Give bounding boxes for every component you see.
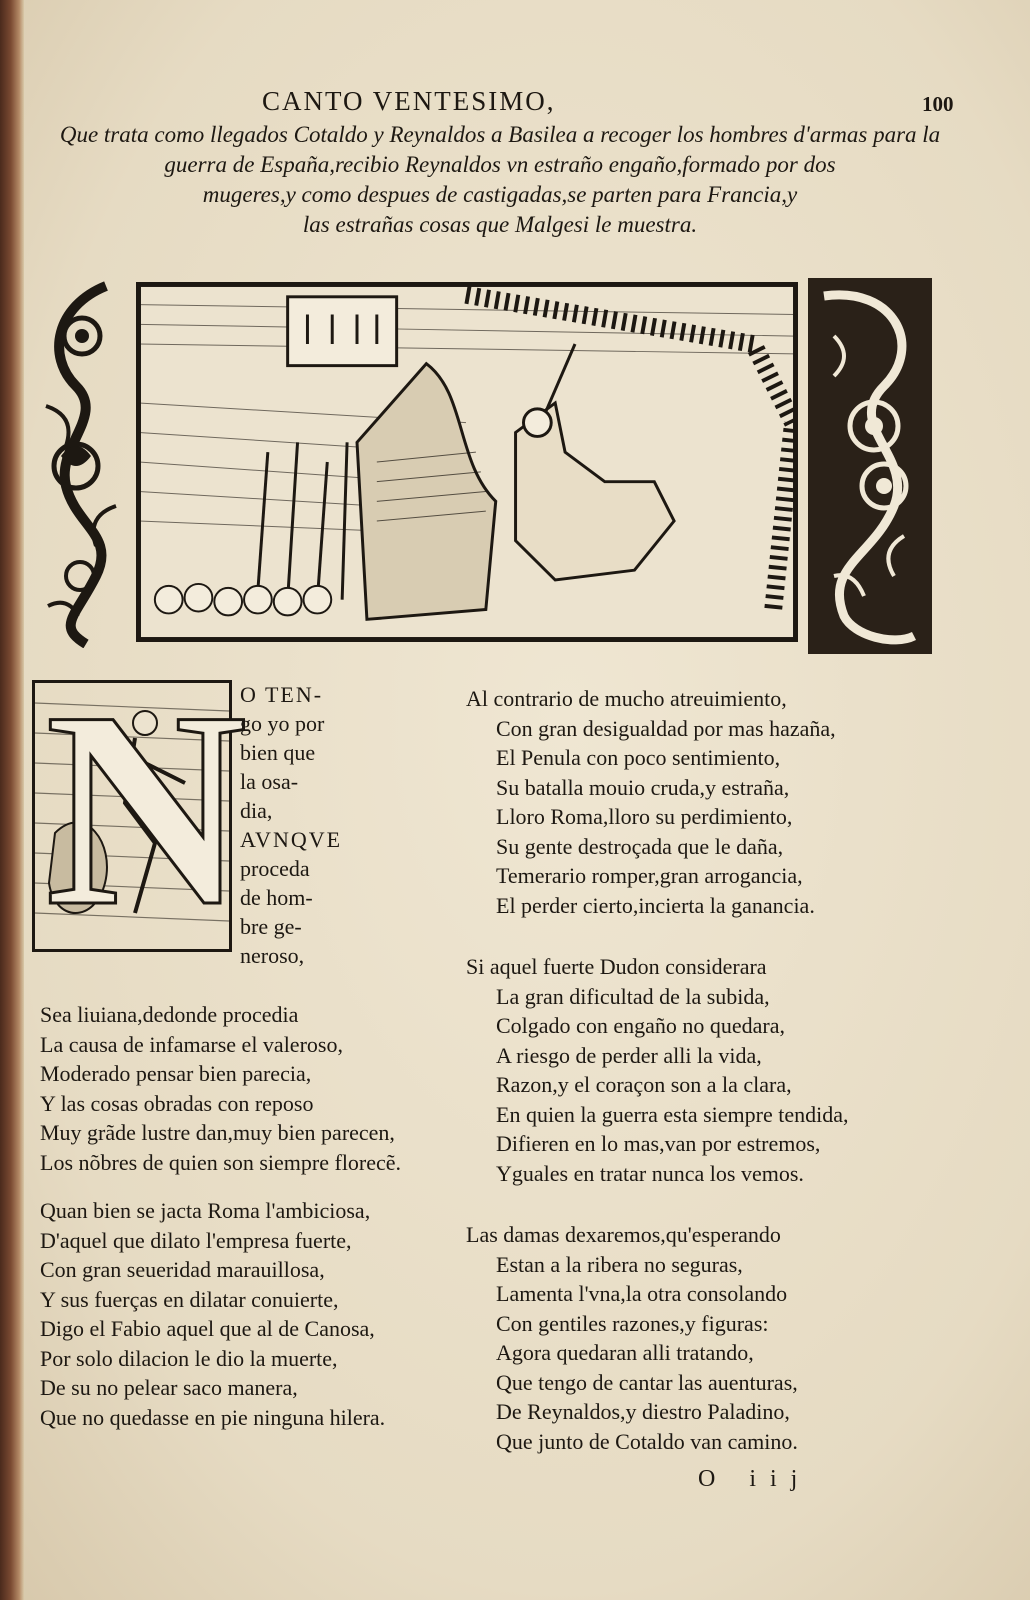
verse-line: Sea liuiana,dedonde procedia xyxy=(40,1002,299,1027)
verse-line: Su batalla mouio cruda,y estraña, xyxy=(496,774,790,800)
stanza-right-3 xyxy=(466,1220,936,1456)
verse-line: De su no pelear saco manera, xyxy=(40,1375,298,1400)
decorated-initial xyxy=(32,653,248,964)
verse-line: La gran dificultad de la subida, xyxy=(496,983,770,1009)
verse-line: D'aquel que dilato l'empresa fuerte, xyxy=(40,1227,352,1253)
stanza-left-1 xyxy=(40,1000,450,1177)
verse-line: dia, xyxy=(240,798,273,823)
verse-line: Y las cosas obradas con reposo xyxy=(40,1090,314,1116)
verse-line: Muy grãde lustre dan,muy bien parecen, xyxy=(40,1120,395,1145)
verse-line: A riesgo de perder alli la vida, xyxy=(496,1042,762,1068)
verse-line: bre ge- xyxy=(240,914,302,939)
verse-line: Su gente destroçada que le daña, xyxy=(496,833,784,859)
book-gutter xyxy=(0,0,24,1600)
verse-line: Lloro Roma,lloro su perdimiento, xyxy=(496,804,793,829)
verse-line: Los nõbres de quien son siempre florecẽ. xyxy=(40,1149,402,1175)
verse-line: Que junto de Cotaldo van camino. xyxy=(496,1428,798,1454)
canto-title: CANTO VENTESIMO, xyxy=(262,86,556,116)
verse-line: Que tengo de cantar las auenturas, xyxy=(496,1369,798,1395)
verse-line: El Penula con poco sentimiento, xyxy=(496,745,781,770)
verse-line: neroso, xyxy=(240,943,305,968)
verse-line: Con gran desigualdad por mas hazaña, xyxy=(496,715,836,741)
verse-line: El perder cierto,incierta la ganancia. xyxy=(496,892,815,918)
verse-line: Al contrario de mucho atreuimiento, xyxy=(466,686,787,711)
stanza-right-2 xyxy=(466,952,936,1188)
canto-summary xyxy=(40,120,960,240)
verse-line: Si aquel fuerte Dudon considerara xyxy=(466,954,767,979)
folio-number: 100 xyxy=(922,92,954,116)
verse-line: AVNQVE xyxy=(240,827,343,852)
initial-letter: N xyxy=(45,653,248,964)
battle-scene-woodcut xyxy=(136,282,798,642)
verse-line: Y sus fuerças en dilatar conuierte, xyxy=(40,1286,339,1312)
summary-line: las estrañas cosas que Malgesi le muestra. xyxy=(302,212,698,237)
verse-line: Estan a la ribera no seguras, xyxy=(496,1251,743,1277)
verse-line: O TEN- xyxy=(240,682,324,707)
verse-line: De Reynaldos,y diestro Paladino, xyxy=(496,1399,790,1424)
verse-line: bien que xyxy=(240,740,316,765)
verse-line: Temerario romper,gran arrogancia, xyxy=(496,863,803,888)
verse-line: go yo por xyxy=(240,711,325,736)
summary-line: Que trata como llegados Cotaldo y Reynaldos a Basilea a recoger los hombres d'armas para la xyxy=(59,122,941,147)
verse-line: Con gentiles razones,y figuras: xyxy=(496,1310,769,1336)
verse-line: Que no quedasse en pie ninguna hilera. xyxy=(40,1404,386,1430)
woodcut-illustration xyxy=(36,276,936,656)
verse-line: Razon,y el coraçon son a la clara, xyxy=(496,1072,792,1097)
verse-line: Por solo dilacion le dio la muerte, xyxy=(40,1345,338,1371)
summary-line: guerra de Españа,recibio Reynaldos vn estraño engaño,formado por dos xyxy=(164,152,836,177)
verse-line: Lamenta l'vna,la otra consolando xyxy=(496,1281,788,1306)
ornamental-border-left xyxy=(36,276,128,648)
stanza-left-2 xyxy=(40,1196,450,1432)
verse-line: En quien la guerra esta siempre tendida, xyxy=(496,1101,849,1127)
verse-line: Agora quedaran alli tratando, xyxy=(496,1340,754,1365)
verse-line: Yguales en tratar nunca los vemos. xyxy=(496,1160,804,1186)
ornamental-border-right xyxy=(804,276,936,656)
verse-line: Con gran seueridad marauillosa, xyxy=(40,1257,325,1282)
verse-line: Colgado con engaño no quedara, xyxy=(496,1013,785,1038)
verse-line: Moderado pensar bien parecia, xyxy=(40,1061,312,1086)
verse-line: de hom- xyxy=(240,885,313,910)
signature-mark: O iij xyxy=(698,1466,812,1492)
verse-line: proceda xyxy=(240,856,310,881)
verse-line: Digo el Fabio aquel que al de Canosa, xyxy=(40,1316,375,1341)
stanza-right-1 xyxy=(466,684,936,920)
verse-line: Quan bien se jacta Roma l'ambiciosa, xyxy=(40,1198,371,1223)
summary-line: mugeres,y como despues de castigadas,se parten para Francia,y xyxy=(202,182,798,207)
verse-line: la osa- xyxy=(240,769,299,794)
verse-line: Las damas dexaremos,qu'esperando xyxy=(466,1222,781,1247)
opening-verse xyxy=(240,680,410,970)
verse-line: La causa de infamarse el valeroso, xyxy=(40,1031,343,1057)
verse-line: Difieren en lo mas,van por estremos, xyxy=(496,1131,821,1156)
